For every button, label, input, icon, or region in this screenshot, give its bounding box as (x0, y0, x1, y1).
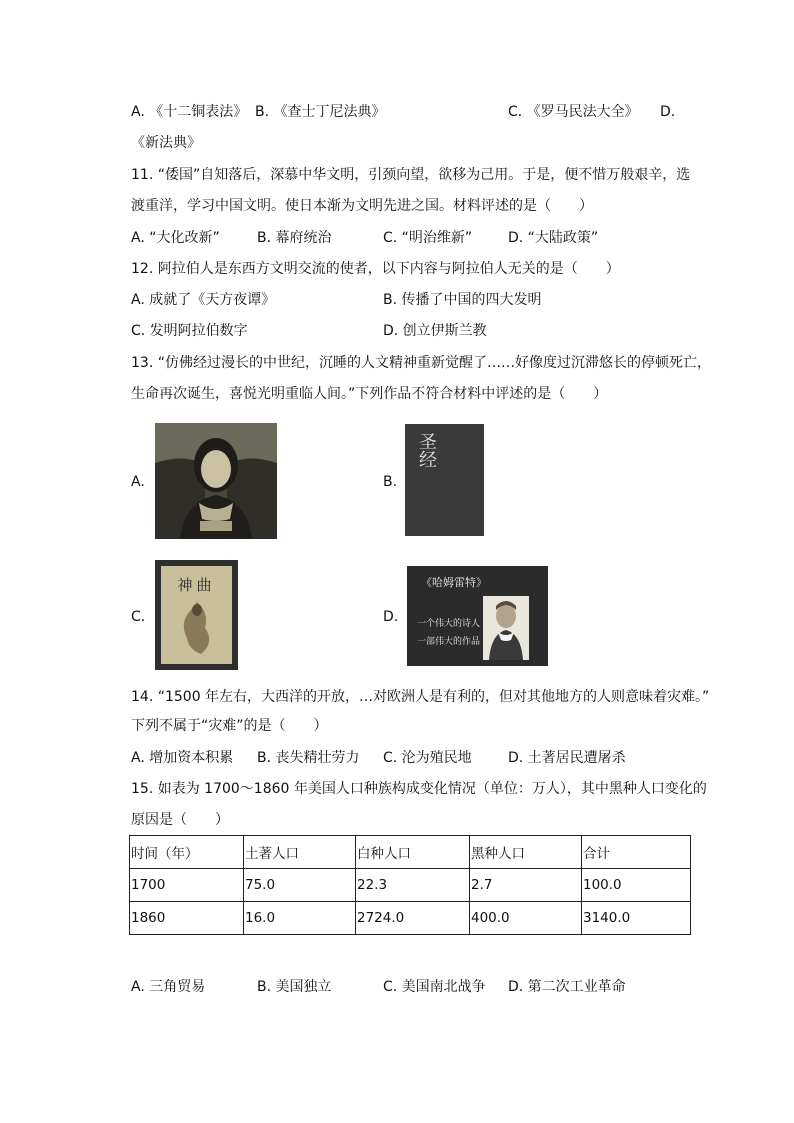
q11-option-a: A. “大化改新” (131, 230, 220, 246)
q15-stem-line2: 原因是（ ） (131, 812, 229, 828)
q10-option-a: A. 《十二铜表法》 (131, 104, 248, 120)
q12-stem: 12. 阿拉伯人是东西方文明交流的使者，以下内容与阿拉伯人无关的是（ ） (131, 261, 620, 277)
divine-comedy-title: 神曲 (177, 576, 216, 594)
q11-option-b: B. 幕府统治 (257, 230, 332, 246)
q13-option-c-label: C. (131, 609, 146, 625)
table-header-cell: 白种人口 (356, 836, 470, 869)
q14-option-a: A. 增加资本积累 (131, 750, 234, 766)
table-cell: 3140.0 (582, 902, 691, 935)
q13-stem-line2: 生命再次诞生，喜悦光明重临人间。”下列作品不符合材料中评述的是（ ） (131, 386, 608, 402)
table-cell: 1860 (130, 902, 244, 935)
table-header-cell: 合计 (582, 836, 691, 869)
q10-option-d-continued: 《新法典》 (131, 135, 201, 151)
q14-option-b: B. 丧失精壮劳力 (257, 750, 360, 766)
hamlet-caption-line2: 一部伟大的作品 (417, 637, 481, 647)
q10-option-c: C. 《罗马民法大全》 (508, 104, 639, 120)
q11-option-c: C. “明治维新” (383, 230, 473, 246)
q11-stem-line2: 渡重洋，学习中国文明。使日本渐为文明先进之国。材料评述的是（ ） (131, 198, 593, 214)
table-cell: 400.0 (470, 902, 582, 935)
divine-comedy-cover-image (155, 560, 238, 670)
q13-option-d-label: D. (383, 609, 399, 625)
table-header-cell: 时间（年） (130, 836, 244, 869)
mona-lisa-image (155, 423, 277, 539)
table-cell: 2724.0 (356, 902, 470, 935)
bible-cover-image (405, 424, 484, 536)
q15-option-d: D. 第二次工业革命 (508, 979, 626, 995)
table-cell: 100.0 (582, 869, 691, 902)
bible-title: 圣经 (416, 432, 437, 468)
q12-option-c: C. 发明阿拉伯数字 (131, 323, 248, 339)
table-row (130, 869, 691, 902)
q14-stem-line1: 14. “1500 年左右，大西洋的开放，…对欧洲人是有利的，但对其他地方的人则意味着灾难。” (131, 689, 710, 705)
hamlet-caption-line1: 一个伟大的诗人 (417, 619, 481, 629)
q10-option-d: D. (660, 104, 676, 120)
table-cell: 2.7 (470, 869, 582, 902)
population-table (129, 835, 691, 935)
q12-option-a: A. 成就了《天方夜谭》 (131, 292, 276, 308)
q13-stem-line1: 13. “仿佛经过漫长的中世纪，沉睡的人文精神重新觉醒了……好像度过沉滞悠长的停顿死亡， (131, 355, 711, 371)
q12-option-b: B. 传播了中国的四大发明 (383, 292, 542, 308)
q12-option-d: D. 创立伊斯兰教 (383, 323, 487, 339)
shakespeare-portrait (483, 596, 529, 660)
q13-option-a-label: A. (131, 474, 145, 490)
q11-stem-line1: 11. “倭国”自知落后，深慕中华文明，引颈向望，欲移为己用。于是，便不惜万般艰辛，选 (131, 167, 691, 183)
q14-option-d: D. 土著居民遭屠杀 (508, 750, 626, 766)
table-cell: 22.3 (356, 869, 470, 902)
hamlet-slide-image (407, 566, 548, 666)
q10-option-b: B. 《查士丁尼法典》 (255, 104, 386, 120)
q14-option-c: C. 沦为殖民地 (383, 750, 472, 766)
table-row (130, 902, 691, 935)
q15-option-a: A. 三角贸易 (131, 979, 206, 995)
q14-stem-line2: 下列不属于“灾难”的是（ ） (131, 718, 328, 734)
table-header-row (130, 836, 691, 869)
table-cell: 16.0 (244, 902, 356, 935)
q11-option-d: D. “大陆政策” (508, 230, 599, 246)
q13-option-b-label: B. (383, 474, 398, 490)
q15-option-c: C. 美国南北战争 (383, 979, 486, 995)
q15-option-b: B. 美国独立 (257, 979, 332, 995)
table-header-cell: 土著人口 (244, 836, 356, 869)
hamlet-title: 《哈姆雷特》 (421, 576, 487, 589)
table-header-cell: 黑种人口 (470, 836, 582, 869)
q15-stem-line1: 15. 如表为 1700～1860 年美国人口种族构成变化情况（单位：万人），其中黑种人口变化的 (131, 781, 707, 797)
table-cell: 75.0 (244, 869, 356, 902)
table-cell: 1700 (130, 869, 244, 902)
